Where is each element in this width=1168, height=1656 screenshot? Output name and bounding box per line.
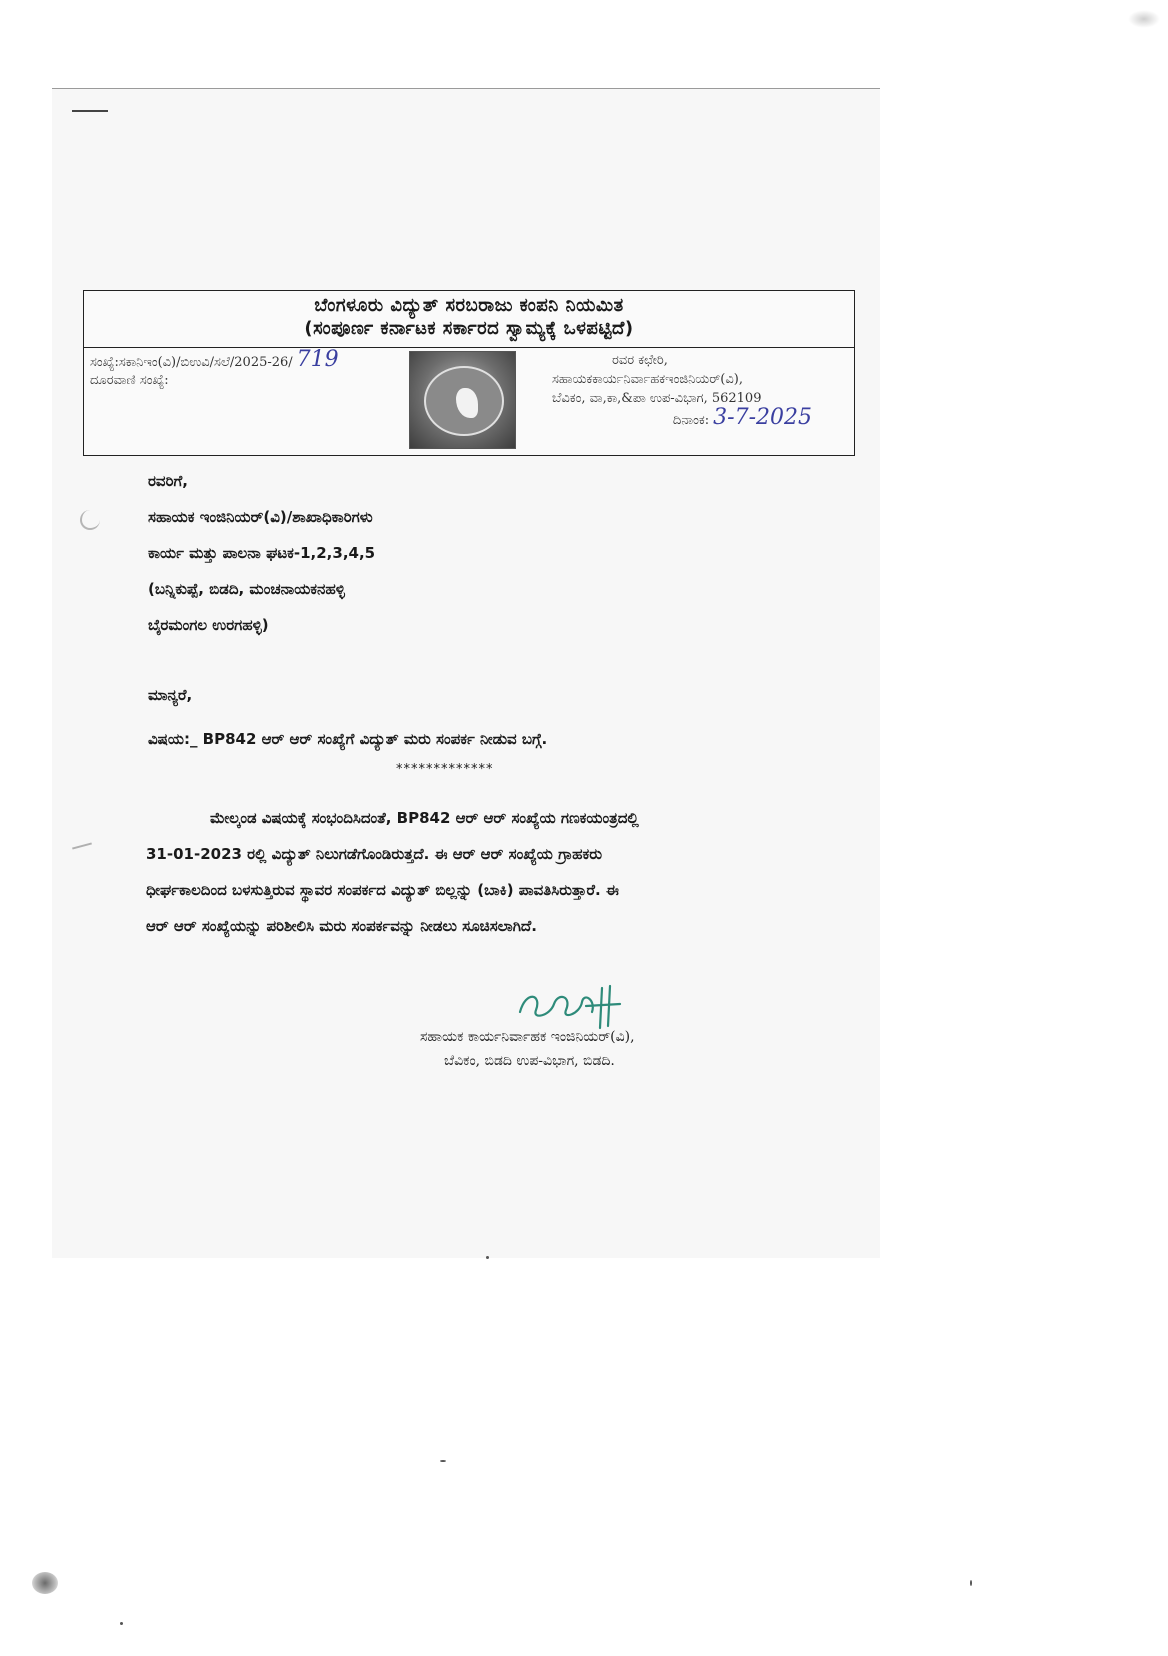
reference-row (90, 347, 390, 372)
addressee-line-3: ಕಾರ್ಯ ಮತ್ತು ಪಾಲನಾ ಘಟಕ-1,2,3,4,5 (148, 544, 376, 562)
signatory-office: ಬೆವಿಕಂ, ಬಿಡದಿ ಉಪ-ವಿಭಾಗ, ಬಿಡದಿ. (444, 1053, 615, 1069)
signatory-designation: ಸಹಾಯಕ ಕಾರ್ಯನಿರ್ವಾಹಕ ಇಂಜಿನಿಯರ್(ವಿ), (420, 1029, 635, 1045)
company-emblem-icon (409, 351, 516, 449)
date-label: ದಿನಾಂಕ: (672, 413, 710, 428)
office-line-3: ಬೆವಿಕಂ, ವಾ,ಕಾ,&ಪಾ ಉಪ-ವಿಭಾಗ, 562109 (552, 391, 762, 406)
phone-label: ದೂರವಾಣಿ ಸಂಖ್ಯೆ: (90, 373, 169, 388)
scan-speck (970, 1580, 972, 1586)
scan-edge-line (52, 88, 880, 89)
letterhead-box (83, 290, 855, 456)
office-line-1: ರವರ ಕಛೇರಿ, (612, 353, 668, 368)
subject-line: ವಿಷಯ:_ BP842 ಆರ್ ಆರ್ ಸಂಖ್ಯೆಗೆ ವಿದ್ಯುತ್ ಮರು ಸಂಪರ್ಕ ನೀಡುವ ಬಗ್ಗೆ. (148, 730, 548, 748)
karnataka-map-icon (456, 388, 478, 418)
emblem-circle (424, 366, 504, 436)
scan-stain (32, 1572, 58, 1594)
handwritten-reference-number: 719 (296, 347, 339, 372)
ownership-line: (ಸಂಪೂರ್ಣ ಕರ್ನಾಟಕ ಸರ್ಕಾರದ ಸ್ವಾಮ್ಯಕ್ಕೆ ಒಳಪಟ್ಟಿದೆ) (304, 318, 634, 339)
scan-corner-mark (1128, 10, 1160, 28)
office-block (552, 351, 852, 430)
office-line-2: ಸಹಾಯಕಕಾರ್ಯನಿರ್ವಾಹಕಇಂಜಿನಿಯರ್(ವಿ), (552, 372, 743, 387)
separator-stars: ************* (396, 762, 494, 777)
handwritten-date: 3-7-2025 (713, 405, 812, 430)
scan-speck (120, 1622, 123, 1625)
body-line-1: ಮೇಲ್ಕಂಡ ವಿಷಯಕ್ಕೆ ಸಂಭಂದಿಸಿದಂತೆ, BP842 ಆರ್ ಆರ್ ಸಂಖ್ಯೆಯ ಗಣಕಯಂತ್ರದಲ್ಲಿ (210, 809, 639, 827)
reference-label: ಸಂಖ್ಯೆ:ಸಕಾನಿಇಂ(ವಿ)/ಬಿಉವಿ/ಸಲೆ/2025-26/ (90, 355, 293, 370)
addressee-line-4: (ಬನ್ನಿಕುಪ್ಪೆ, ಬಿಡದಿ, ಮಂಚನಾಯಕನಹಳ್ಳಿ (148, 580, 345, 598)
margin-mark (80, 510, 100, 530)
scanned-page-area (52, 88, 880, 1258)
scan-speck (440, 1460, 446, 1462)
scan-speck (486, 1256, 489, 1259)
scan-dash-mark (72, 110, 108, 112)
reference-block (90, 347, 390, 390)
addressee-line-5: ಬೈರಮಂಗಲ ಉರಗಹಳ್ಳಿ) (148, 616, 269, 634)
salutation: ಮಾನ್ಯರೆ, (148, 686, 193, 704)
date-row (552, 405, 812, 430)
addressee-line-2: ಸಹಾಯಕ ಇಂಜಿನಿಯರ್(ವಿ)/ಶಾಖಾಧಿಕಾರಿಗಳು (148, 508, 373, 526)
company-name: ಬೆಂಗಳೂರು ವಿದ್ಯುತ್ ಸರಬರಾಜು ಕಂಪನಿ ನಿಯಮಿತ (314, 295, 624, 316)
signature-block (420, 1025, 760, 1073)
body-line-2: 31-01-2023 ರಲ್ಲಿ ವಿದ್ಯುತ್ ನಿಲುಗಡೆಗೊಂಡಿರುತ್ತದೆ. ಈ ಆರ್ ಆರ್ ಸಂಖ್ಯೆಯ ಗ್ರಾಹಕರು (146, 845, 603, 863)
body-line-4: ಆರ್ ಆರ್ ಸಂಖ್ಯೆಯನ್ನು ಪರಿಶೀಲಿಸಿ ಮರು ಸಂಪರ್ಕವನ್ನು ನೀಡಲು ಸೂಚಿಸಲಾಗಿದೆ. (146, 917, 537, 935)
letterhead-title (84, 291, 854, 348)
handwritten-signature (516, 980, 626, 1030)
body-line-3: ಧೀರ್ಘಕಾಲದಿಂದ ಬಳಸುತ್ತಿರುವ ಸ್ಥಾವರ ಸಂಪರ್ಕದ ವಿದ್ಯುತ್ ಬಿಲ್ಲನ್ನು (ಬಾಕಿ) ಪಾವತಿಸಿರುತ್ತಾರೆ. ಈ (146, 881, 619, 899)
body-paragraph (146, 800, 786, 944)
addressee-line-1: ರವರಿಗೆ, (148, 472, 188, 490)
